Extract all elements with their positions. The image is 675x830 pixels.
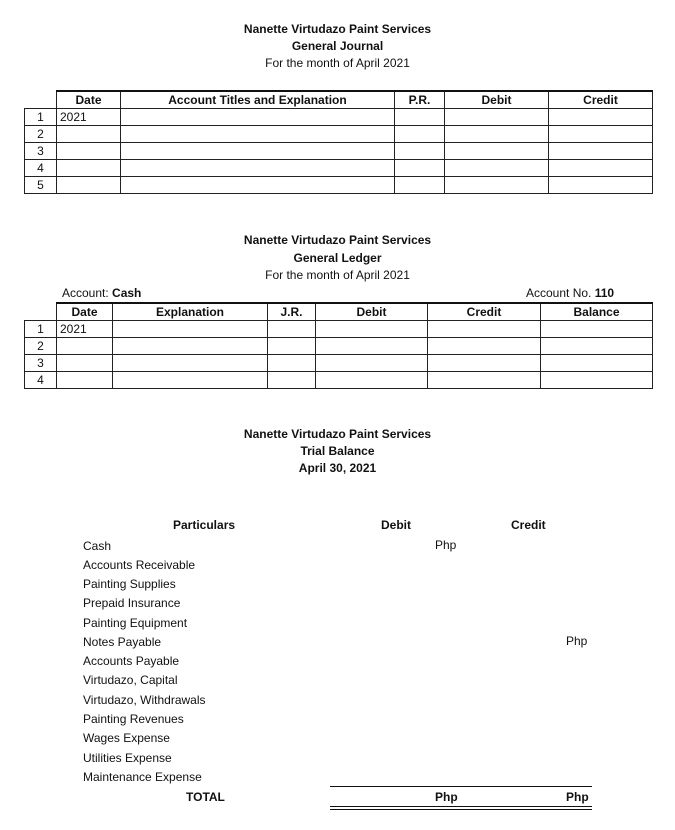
journal-header-date: Date: [57, 91, 121, 109]
ledger-jr-cell[interactable]: [268, 338, 316, 355]
ledger-account-name: Cash: [112, 286, 142, 300]
ledger-explanation-cell[interactable]: [113, 355, 268, 372]
ledger-account-label: Account:: [62, 286, 109, 300]
journal-date-cell[interactable]: [57, 143, 121, 160]
journal-credit-cell[interactable]: [549, 126, 653, 143]
journal-account-cell[interactable]: [121, 160, 395, 177]
ledger-header-debit: Debit: [316, 303, 428, 321]
ledger-explanation-cell[interactable]: [113, 321, 268, 338]
ledger-header-row: [25, 303, 653, 321]
ledger-debit-cell[interactable]: [316, 372, 428, 389]
tb-account-name: Cash: [83, 539, 112, 553]
ledger-account-number: [526, 286, 614, 300]
ledger-date-cell[interactable]: [57, 372, 113, 389]
journal-debit-cell[interactable]: [445, 126, 549, 143]
ledger-jr-cell[interactable]: [268, 355, 316, 372]
journal-pr-cell[interactable]: [395, 143, 445, 160]
ledger-debit-cell[interactable]: [316, 321, 428, 338]
tb-header-particulars: Particulars: [173, 518, 236, 532]
journal-row-number: 4: [25, 160, 57, 177]
ledger-header-blank: [25, 303, 57, 321]
ledger-credit-cell[interactable]: [428, 338, 541, 355]
ledger-balance-cell[interactable]: [541, 321, 653, 338]
ledger-jr-cell[interactable]: [268, 372, 316, 389]
journal-header-account: Account Titles and Explanation: [121, 91, 395, 109]
ledger-date-cell[interactable]: 2021: [57, 321, 113, 338]
journal-row: [25, 160, 653, 177]
journal-pr-cell[interactable]: [395, 109, 445, 126]
journal-date-cell[interactable]: 2021: [57, 109, 121, 126]
tb-account-name: Maintenance Expense: [83, 770, 202, 784]
ledger-account-no-value: 110: [594, 286, 615, 300]
tb-cash-debit-currency: Php: [435, 538, 457, 552]
ledger-period: For the month of April 2021: [265, 268, 410, 282]
journal-date-cell[interactable]: [57, 177, 121, 194]
ledger-jr-cell[interactable]: [268, 321, 316, 338]
ledger-header-jr: J.R.: [268, 303, 316, 321]
journal-debit-cell[interactable]: [445, 143, 549, 160]
ledger-header-balance: Balance: [541, 303, 653, 321]
ledger-credit-cell[interactable]: [428, 372, 541, 389]
ledger-balance-cell[interactable]: [541, 338, 653, 355]
journal-row: [25, 143, 653, 160]
journal-account-cell[interactable]: [121, 126, 395, 143]
journal-credit-cell[interactable]: [549, 143, 653, 160]
ledger-row-number: 3: [25, 355, 57, 372]
ledger-balance-cell[interactable]: [541, 355, 653, 372]
tb-account-name: Virtudazo, Withdrawals: [83, 693, 206, 707]
tb-company: Nanette Virtudazo Paint Services: [243, 427, 432, 441]
ledger-table: [24, 302, 653, 389]
journal-row-number: 2: [25, 126, 57, 143]
ledger-debit-cell[interactable]: [316, 338, 428, 355]
ledger-header-explanation: Explanation: [113, 303, 268, 321]
ledger-row: [25, 321, 653, 338]
ledger-account: [62, 286, 141, 300]
journal-header-debit: Debit: [445, 91, 549, 109]
journal-account-cell[interactable]: [121, 143, 395, 160]
journal-title: General Journal: [291, 39, 384, 53]
journal-header-pr: P.R.: [395, 91, 445, 109]
journal-row: [25, 109, 653, 126]
ledger-credit-cell[interactable]: [428, 355, 541, 372]
journal-debit-cell[interactable]: [445, 177, 549, 194]
ledger-date-cell[interactable]: [57, 338, 113, 355]
journal-date-cell[interactable]: [57, 160, 121, 177]
ledger-balance-cell[interactable]: [541, 372, 653, 389]
tb-account-name: Painting Equipment: [83, 616, 188, 630]
tb-account-name: Accounts Receivable: [83, 558, 196, 572]
journal-company: Nanette Virtudazo Paint Services: [243, 22, 432, 36]
journal-row: [25, 177, 653, 194]
journal-table: [24, 90, 653, 194]
tb-total-bottom-rule-1: [330, 806, 592, 807]
tb-date: April 30, 2021: [298, 461, 377, 475]
journal-header-credit: Credit: [549, 91, 653, 109]
journal-row-number: 3: [25, 143, 57, 160]
ledger-row: [25, 338, 653, 355]
journal-debit-cell[interactable]: [445, 109, 549, 126]
ledger-debit-cell[interactable]: [316, 355, 428, 372]
journal-row-number: 1: [25, 109, 57, 126]
tb-account-name: Painting Revenues: [83, 712, 184, 726]
tb-account-name: Notes Payable: [83, 635, 162, 649]
journal-header-blank: [25, 91, 57, 109]
journal-credit-cell[interactable]: [549, 109, 653, 126]
journal-pr-cell[interactable]: [395, 177, 445, 194]
tb-total-bottom-rule-2: [330, 809, 592, 810]
journal-date-cell[interactable]: [57, 126, 121, 143]
tb-total-label: TOTAL: [186, 790, 225, 804]
tb-header-debit: Debit: [381, 518, 411, 532]
tb-total-top-rule: [330, 786, 592, 787]
journal-row: [25, 126, 653, 143]
tb-title: Trial Balance: [300, 444, 375, 458]
ledger-explanation-cell[interactable]: [113, 338, 268, 355]
journal-header-row: [25, 91, 653, 109]
ledger-row-number: 1: [25, 321, 57, 338]
ledger-title: General Ledger: [293, 251, 382, 265]
ledger-header-credit: Credit: [428, 303, 541, 321]
journal-row-number: 5: [25, 177, 57, 194]
ledger-row: [25, 355, 653, 372]
ledger-header-date: Date: [57, 303, 113, 321]
tb-account-name: Prepaid Insurance: [83, 596, 181, 610]
journal-credit-cell[interactable]: [549, 177, 653, 194]
ledger-explanation-cell[interactable]: [113, 372, 268, 389]
tb-total-debit-currency: Php: [435, 790, 458, 804]
ledger-date-cell[interactable]: [57, 355, 113, 372]
tb-account-name: Wages Expense: [83, 731, 170, 745]
journal-debit-cell[interactable]: [445, 160, 549, 177]
tb-account-name: Painting Supplies: [83, 577, 176, 591]
journal-account-cell[interactable]: [121, 109, 395, 126]
tb-account-name: Utilities Expense: [83, 751, 172, 765]
journal-account-cell[interactable]: [121, 177, 395, 194]
ledger-company: Nanette Virtudazo Paint Services: [243, 233, 432, 247]
journal-pr-cell[interactable]: [395, 160, 445, 177]
ledger-row: [25, 372, 653, 389]
journal-pr-cell[interactable]: [395, 126, 445, 143]
journal-credit-cell[interactable]: [549, 160, 653, 177]
ledger-row-number: 2: [25, 338, 57, 355]
tb-account-name: Accounts Payable: [83, 654, 180, 668]
journal-period: For the month of April 2021: [265, 56, 410, 70]
tb-account-name: Virtudazo, Capital: [83, 673, 178, 687]
ledger-credit-cell[interactable]: [428, 321, 541, 338]
ledger-row-number: 4: [25, 372, 57, 389]
tb-notes-payable-credit-currency: Php: [566, 634, 588, 648]
tb-total-credit-currency: Php: [566, 790, 589, 804]
ledger-account-no-label: Account No.: [526, 286, 592, 300]
tb-header-credit: Credit: [511, 518, 546, 532]
